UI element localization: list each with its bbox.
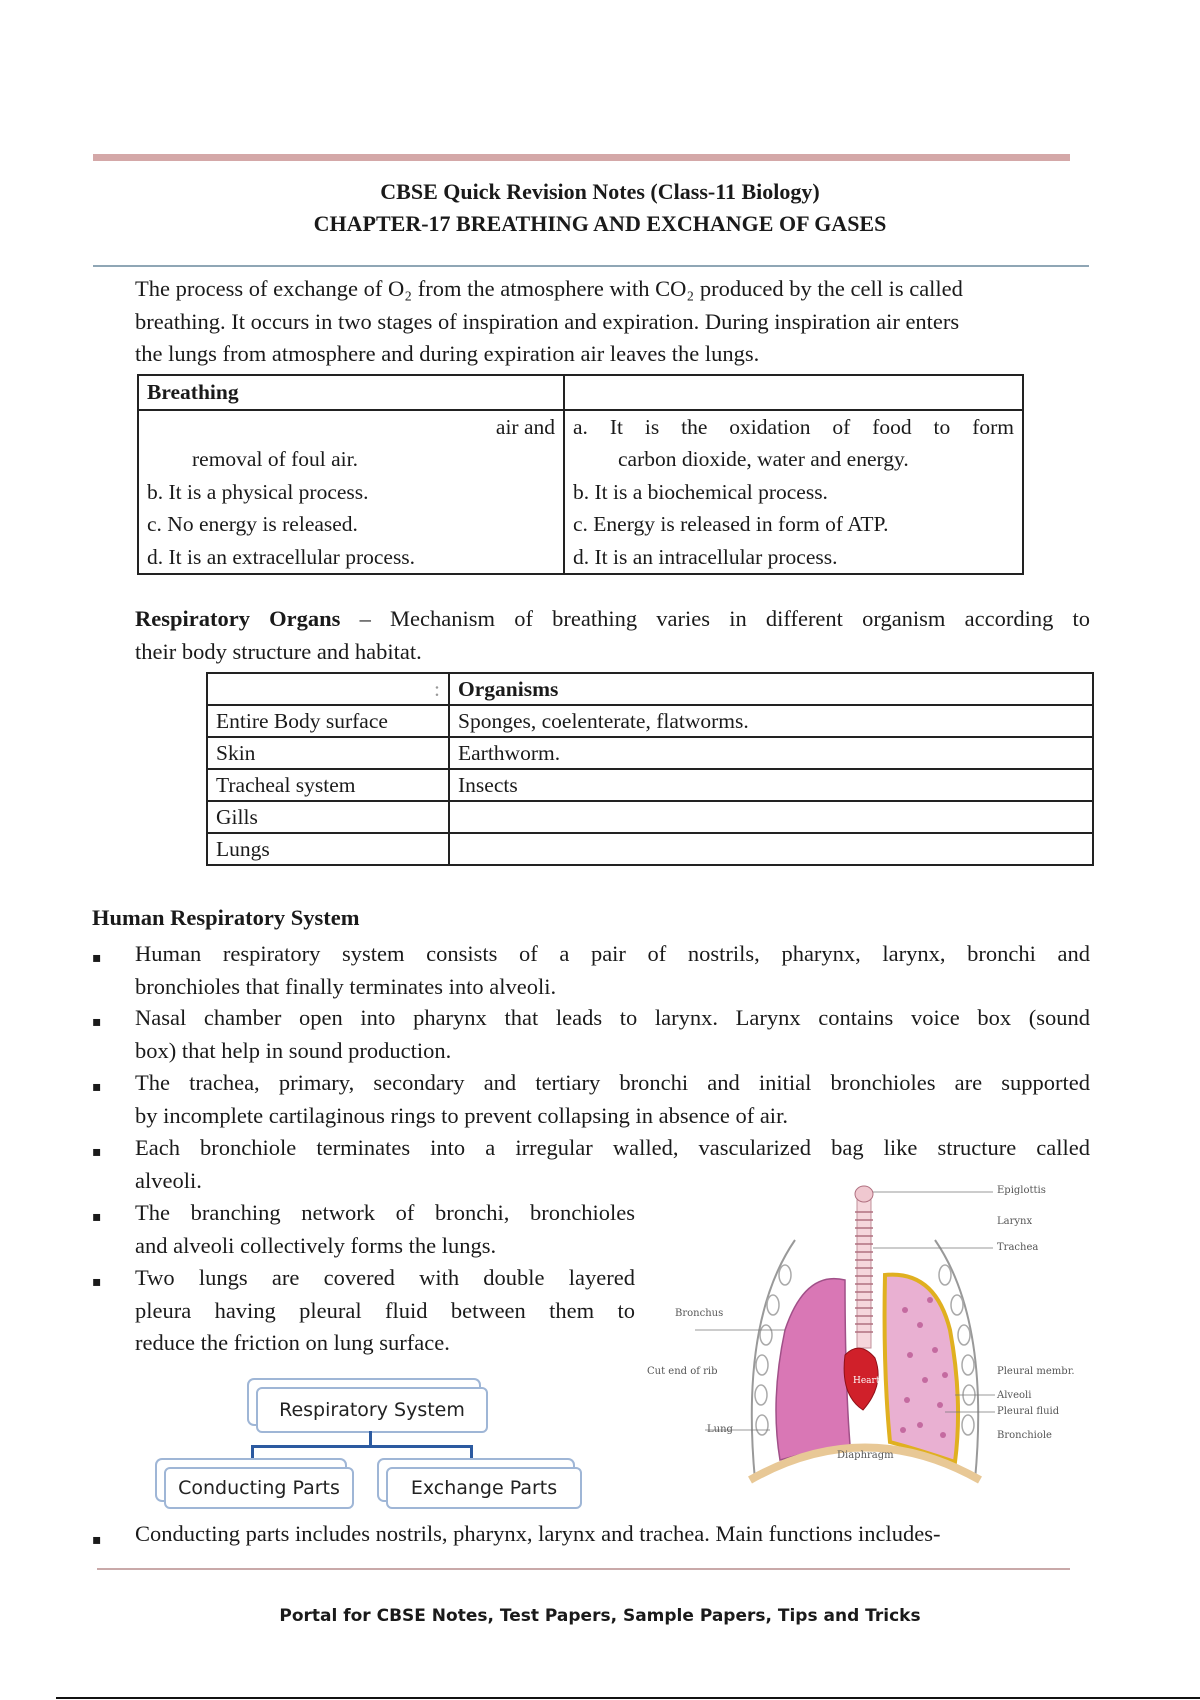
organisms-cell: Sponges, coelenterate, flatworms.: [449, 705, 1093, 737]
bullet-5-line-1: The branching network of bronchi, bronchioles: [135, 1200, 635, 1225]
top-decorative-bar: [93, 154, 1070, 161]
bullet-icon: ▪: [92, 1209, 102, 1225]
breathing-a2: removal of foul air.: [192, 447, 358, 471]
flowchart-connector: [369, 1431, 372, 1445]
intro-line-1: The process of exchange of O₂ from the atmosphere with CO₂ produced by the cell is called: [135, 276, 963, 301]
organ-cell: Skin: [207, 737, 449, 769]
flowchart-connector: [470, 1445, 473, 1459]
respiration-a1: a. It is the oxidation of food to form: [573, 414, 1014, 439]
resp-organs-dash: –: [340, 606, 391, 631]
respiratory-flowchart: [140, 1365, 600, 1515]
respiratory-diagram: [645, 1180, 1095, 1500]
bullet-4-line-2: alveoli.: [135, 1167, 202, 1193]
bullet-4-line-1: Each bronchiole terminates into a irregular walled, vascularized bag like structure called: [135, 1135, 1090, 1160]
bullet-icon: ▪: [92, 950, 102, 966]
intro-line-3: the lungs from atmosphere and during expiration air leaves the lungs.: [135, 341, 760, 366]
bottom-rule: [56, 1697, 1200, 1699]
bullet-icon: ▪: [92, 1274, 102, 1290]
label-larynx: Larynx: [997, 1216, 1033, 1227]
footer-text: Portal for CBSE Notes, Test Papers, Sample Papers, Tips and Tricks: [279, 1606, 921, 1626]
table-row: [207, 737, 1093, 769]
bullet-6-line-3: reduce the friction on lung surface.: [135, 1330, 450, 1355]
organ-cell: Entire Body surface: [207, 705, 449, 737]
page-title: CBSE Quick Revision Notes (Class-11 Biology): [380, 179, 820, 204]
bullet-6-line-1: Two lungs are covered with double layered: [135, 1265, 635, 1290]
label-bronchus: Bronchus: [675, 1308, 724, 1319]
label-pleural-membranes: Pleural membr.: [997, 1366, 1075, 1377]
resp-organs-line-1: [135, 603, 1090, 636]
respiration-c: c. Energy is released in form of ATP.: [573, 512, 889, 536]
table-row: [207, 833, 1093, 865]
breathing-b: b. It is a physical process.: [147, 479, 369, 504]
label-epiglottis: Epiglottis: [997, 1185, 1046, 1196]
organ-cell: Lungs: [207, 833, 449, 865]
list-item: [135, 938, 1090, 1003]
label-trachea: Trachea: [997, 1242, 1039, 1253]
respiratory-organs-paragraph: [135, 603, 1090, 668]
intro-paragraph: [135, 273, 1090, 371]
list-item: [135, 1197, 635, 1262]
organisms-cell: [449, 833, 1093, 865]
flowchart-conducting-parts: Conducting Parts: [164, 1467, 354, 1509]
flowchart-exchange-parts: Exchange Parts: [386, 1467, 582, 1509]
resp-organs-text-2: their body structure and habitat.: [135, 638, 422, 664]
resp-organs-label: Respiratory Organs: [135, 606, 341, 631]
bullet-icon: ▪: [92, 1144, 102, 1160]
resp-organs-text-1: Mechanism of breathing varies in different organism according to: [390, 606, 1091, 631]
bullet-5-line-2: and alveoli collectively forms the lungs.: [135, 1232, 497, 1258]
respiration-header: [564, 375, 1023, 410]
breathing-header: Breathing: [138, 375, 564, 410]
respiration-b: b. It is a biochemical process.: [573, 479, 828, 504]
label-heart: Heart: [853, 1376, 880, 1386]
list-item: [135, 1262, 635, 1360]
bullet-icon: ▪: [92, 1079, 102, 1095]
bullet-2-line-1: Nasal chamber open into pharynx that leads to larynx. Larynx contains voice box (sound: [135, 1005, 1090, 1030]
respiration-d: d. It is an intracellular process.: [573, 544, 838, 569]
organs-table: [206, 672, 1094, 866]
flowchart-connector: [251, 1445, 254, 1459]
organisms-cell: Insects: [449, 769, 1093, 801]
label-cut-rib: Cut end of rib: [647, 1366, 718, 1377]
bullet-2-line-2: box) that help in sound production.: [135, 1037, 452, 1063]
list-item: [135, 1002, 1090, 1067]
table-row: [207, 705, 1093, 737]
organ-cell: Gills: [207, 801, 449, 833]
list-item: Conducting parts includes nostrils, pharynx, larynx and trachea. Main functions includes-: [135, 1521, 941, 1546]
breathing-points: [138, 410, 564, 575]
organisms-cell: [449, 801, 1093, 833]
human-respiratory-heading: Human Respiratory System: [92, 905, 360, 930]
bullet-icon: ▪: [92, 1014, 102, 1030]
flowchart-root: Respiratory System: [256, 1387, 488, 1433]
label-alveoli: Alveoli: [997, 1390, 1032, 1401]
respiration-points: [564, 410, 1023, 575]
title-divider: [93, 265, 1089, 267]
breathing-c: c. No energy is released.: [147, 512, 358, 536]
bullet-6-line-2: pleura having pleural fluid between them to: [135, 1297, 635, 1323]
label-pleural-fluid: Pleural fluid: [997, 1406, 1060, 1417]
flowchart-connector: [251, 1445, 473, 1448]
bullet-1-line-2: bronchioles that finally terminates into alveoli.: [135, 973, 557, 999]
footer-divider: [97, 1568, 1070, 1570]
chapter-title: CHAPTER-17 BREATHING AND EXCHANGE OF GASES: [313, 211, 887, 236]
bullet-icon: ▪: [92, 1532, 102, 1548]
bullet-3-line-1: The trachea, primary, secondary and tertiary bronchi and initial bronchioles are supported: [135, 1070, 1090, 1095]
bullet-1-line-1: Human respiratory system consists of a pair of nostrils, pharynx, larynx, bronchi and: [135, 941, 1090, 966]
organisms-cell: Earthworm.: [449, 737, 1093, 769]
intro-line-2: breathing. It occurs in two stages of inspiration and expiration. During inspiration air enters: [135, 308, 960, 334]
list-item: [135, 1067, 1090, 1132]
table-row: [207, 801, 1093, 833]
organs-header-left: :: [207, 673, 449, 705]
breathing-d: d. It is an extracellular process.: [147, 544, 416, 569]
organs-header-right: Organisms: [449, 673, 1093, 705]
label-diaphragm: Diaphragm: [837, 1450, 894, 1461]
label-bronchiole: Bronchiole: [997, 1430, 1052, 1441]
breathing-a1: air and: [495, 414, 555, 439]
breathing-comparison-table: [137, 374, 1024, 575]
bullet-3-line-2: by incomplete cartilaginous rings to prevent collapsing in absence of air.: [135, 1102, 788, 1128]
table-row: [207, 769, 1093, 801]
label-lung: Lung: [707, 1424, 733, 1435]
respiration-a2: carbon dioxide, water and energy.: [618, 447, 909, 471]
organ-cell: Tracheal system: [207, 769, 449, 801]
